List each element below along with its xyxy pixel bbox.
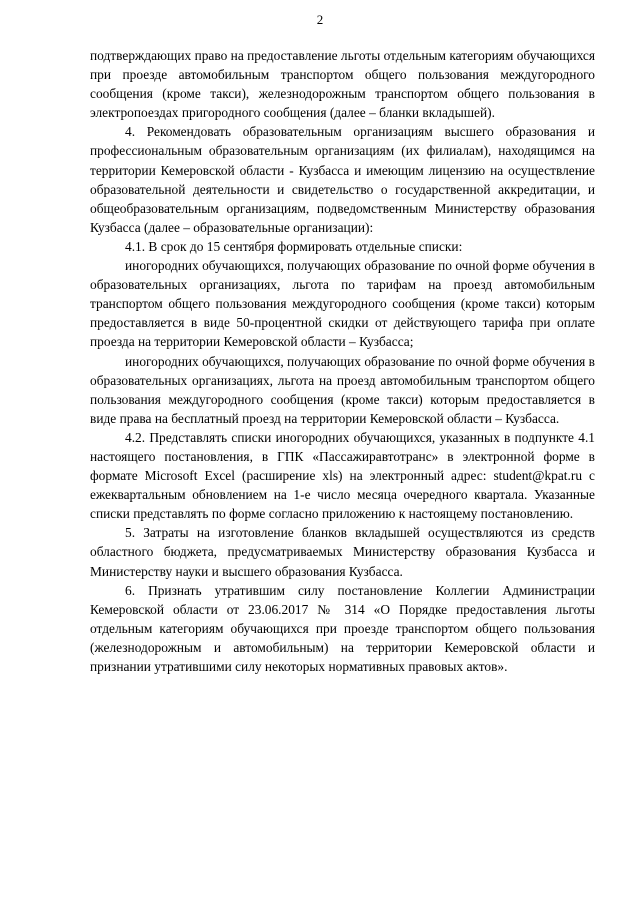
page-number: 2: [316, 12, 324, 27]
paragraph-blanks-continuation: подтверждающих право на предоставление льготы отдельным категориям обучающихся при проезде автомобильным транспортом общего пользования междугородного сообщения (кроме такси), железнодорожным транспортом общего пользования в электропоездах пригородного сообщения (далее – бланки вкладышей).: [90, 48, 595, 121]
paragraph-item-5: 5. Затраты на изготовление бланков вкладышей осуществляются из средств областного бюджета, предусматриваемых Министерству образования Кузбасса и Министерству науки и высшего образования Кузбасса.: [90, 525, 595, 579]
paragraph-item-6: 6. Признать утратившим силу постановление Коллегии Администрации Кемеровской области от 23.06.2017 № 314 «О Порядке предоставления льготы отдельным категориям обучающихся при проезде транспортом общего пользования (железнодорожным и автомобильным) на территории Кемеровской области и признании утратившими силу некоторых нормативных правовых актов».: [90, 582, 595, 674]
paragraph-item-4-1-list-50-percent: иногородних обучающихся, получающих образование по очной форме обучения в образовательных организациях, льгота по тарифам на проезд автомобильным транспортом общего пользования междугородного сообщения (кроме такси) которым предоставляется в виде 50-процентной скидки от действующего тарифа при оплате проезда на территории Кемеровской области – Кузбасса;: [90, 258, 595, 350]
paragraph-item-4-1-list-free: иногородних обучающихся, получающих образование по очной форме обучения в образовательных организациях, льгота на проезд автомобильным транспортом общего пользования междугородного сообщения (кроме такси) которым предоставляется в виде права на бесплатный проезд на территории Кемеровской области – Кузбасса.: [90, 353, 595, 426]
paragraph-item-4-1: 4.1. В срок до 15 сентября формировать отдельные списки:: [125, 238, 463, 254]
paragraph-item-4-2: 4.2. Представлять списки иногородних обучающихся, указанных в подпункте 4.1 настоящего постановления, в ГПК «Пассажиравтотранс» в электронной форме в формате Microsoft Excel (расширение xls) на электронный адрес: student@kpat.ru с ежеквартальным обновлением на 1-е число месяца очередного квартала. Указанные списки представлять по форме согласно приложению к настоящему постановлению.: [90, 429, 595, 522]
document-body: [90, 46, 595, 676]
paragraph-item-4: 4. Рекомендовать образовательным организациям высшего образования и профессиональным образовательным организациям (их филиалам), находящимся на территории Кемеровской области - Кузбасса и имеющим лицензию на осуществление образовательной деятельности и свидетельство о государственной аккредитации, и общеобразовательным организациям, подведомственным Министерству образования Кузбасса (далее – образовательные организации):: [90, 124, 595, 235]
